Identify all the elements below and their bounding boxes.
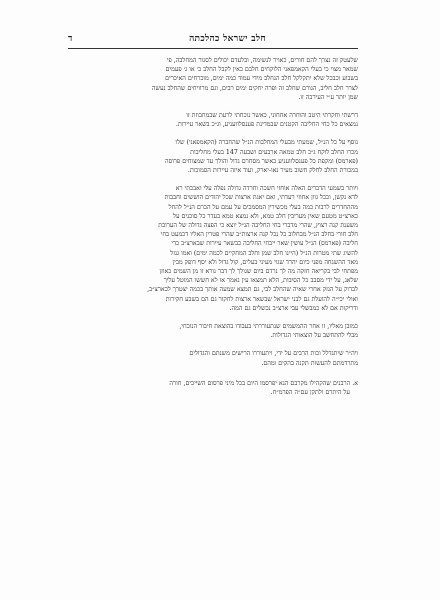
text-line: מההחדרים לרבות כמה בעלי מכשירין המסמכים על עמם על הכרם הנ״ל להחל — [168, 203, 358, 211]
text-line: ויה״ר שיתגדלל וכות הרבים על ידי, ויתעוררו הרישים משנתם והגדולים — [189, 350, 358, 358]
text-line: שלאג, על ידי מסבב כל הסיבות, הלא תמצאו עין נאמר או לא חששו המוטל עליך — [163, 277, 358, 285]
text-line: לבדוק על הנזק אחרי שאיה שהחלב לבי, גם תמצא שמעה אותך בכמה יצטרך לכארצ״ב, — [147, 286, 358, 294]
text-line: מתרדמתם להעשות תקנה בהקים ומהם. — [261, 359, 358, 367]
text-line: (פארמס) ומקפת כל פענסלוועניע כאשר מסחרם גדול והולך עד שמצוחים פרוסה — [164, 157, 358, 165]
text-line: במכורת החלב לחלק חשוב מעיר נאו-יארק, ועוד איזה עיירות הסמוכות. — [187, 167, 358, 175]
text-line: חלב חורי בחלב הנ״ל מבחלוב כל נכל קנה ארצות״ב שהרי פטרין האליו דכמעט בחי — [160, 231, 358, 239]
text-line: מפתחי לבי בקריאה חזקה מה לך נרדם ביום שגולך לך דבר נורא זו מן השמים כאוזן — [159, 268, 358, 276]
paragraph-2 — [68, 111, 358, 129]
text-line: שמן יותר ע״י העירבה זו. — [298, 93, 358, 101]
text-line: לצרר חלב חליב, הגורם שחלב זה ופרה יחקים ימים רבים, וגם מרוויחים שהחלב נעשה — [151, 84, 358, 92]
text-line: א. הרבנים שהקהילו מקרבם הנא יפרסמו היום בכל מיני פרסום השייכים, חורה — [169, 379, 358, 387]
body-text — [68, 56, 358, 406]
text-line: שלעטק זה נצרך להם חורים, כאויר לנשימה, ובלעדם יכולים לסגור המחלבה, פי — [166, 57, 358, 64]
text-line: ויותר בשמעי הדברים האלה אוחזי חשכה וחרדה גדולה נפלה עלי ואבכתי רא — [175, 185, 358, 193]
paragraph-4 — [68, 184, 358, 313]
text-line: כמובן מאליו, זו אחר ההמשמים שנתעוררתי בעבודו בהוצאת חיבור הנוכחי, — [179, 323, 358, 331]
paragraph-5 — [68, 322, 358, 340]
text-line: מבלי להתחשב על הוצאותי הגדולות. — [270, 332, 358, 340]
running-header — [68, 33, 358, 45]
header-rule — [68, 48, 358, 49]
text-line: נוסף על כל הנ״ל, שמעתי מבעלי המחלבות הנ״ל שהחברה (הקאמפאני) שלו — [175, 139, 358, 147]
running-header-title: חלב ישראל כהלכתה — [189, 34, 266, 44]
text-line: בשבוע וכבכל שלא יתקלקל חלב הנחלב מידי עמוד כמה ימים, מוכרחים האיכרים — [165, 75, 358, 83]
page-number: ד — [68, 34, 73, 44]
text-line: נמצאים כל כחי החליבה הקטנים שבמדינת פענסלוועניע, וג״כ בשאר עיירות. — [175, 121, 358, 129]
text-line: ואולי יכי״ה להועלת גם לבני ישראל שבשאר ארצות לחקור גם הם בשבע חקירות — [165, 295, 358, 303]
paragraph-6 — [68, 349, 358, 367]
text-line: כארצ״ט מטעם שאין מעריבין חלב טמא, ולא נמצא טמא בעדר כל סוכנים על — [173, 212, 358, 220]
list-item-a — [68, 379, 358, 397]
text-line: שמאר מצוי כי בעלי הקאמפאני הלוקחים חלבם כאין לקבל החלב כ׳ או ג׳ פעמים — [165, 66, 358, 74]
text-line: מאד ההשגחה מפני כיום יהרד שגוי מעיני בעלים, קול גדול ולא יסף דופק מבין — [172, 258, 358, 266]
text-line: חליבה (פארמס) הנ״ל עושין שאר ייבחי החליבה כבשאר עיירות שבארצ״ב כדי — [171, 240, 358, 248]
paragraph-1 — [68, 56, 358, 102]
text-line: מכרו החלב לוקח ג״כ חלב טמאה ארבעים ושבעה 147 בעלי מחליבות — [190, 148, 358, 156]
text-line: משענת קנה רצוץ, שהרי מדברי בחי החליבה הנ״ל יוצא כי הפצה גדולה של הערובת — [158, 222, 358, 230]
text-line: להשיג שתי מטרות הנ״ל (היינו חלב שמן וחלב המחקיים לכמה ימים) ואמו גנזל — [170, 249, 358, 257]
paragraph-3 — [68, 138, 358, 175]
text-line: ודריקות אם לא כמבשלי עבי ארצ״ב נכשלים גם המה. — [229, 304, 358, 312]
text-line: דרשתי וחקרתי היטב והוחרה אחחוני, כאשר נוכחתי לרעת שבמחבוזת זו — [186, 112, 358, 120]
text-line: לדא נקשן, וככל גוון אחוזי רעדתי, ואם יאגת ארצות שכל יהודים הוששים וחבבות — [164, 194, 358, 202]
text-line: על היתרם ולתקן עם״ה הפרמ״ח. — [270, 389, 350, 397]
